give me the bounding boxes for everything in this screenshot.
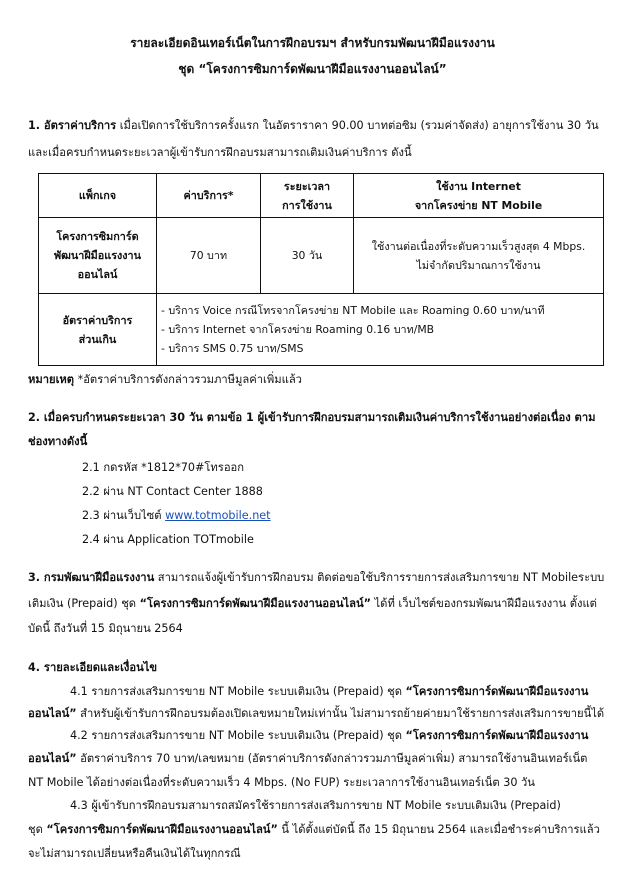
note-text: *อัตราค่าบริการดังกล่าวรวมภาษีมูลค่าเพิ่มแล้ว — [74, 373, 302, 386]
section1-text2: และเมื่อครบกำหนดระยะเวลาผู้เข้ารับการฝึกอบรมสามารถเติมเงินค่าบริการ ดังนี้ — [28, 146, 412, 159]
section3-text1: สามารถแจ้งผู้เข้ารับการฝึกอบรม ติดต่อขอใช้บริการรายการส่งเสริมการขาย NT Mobileระบบ — [154, 571, 605, 584]
topup-method-4: 2.4 ผ่าน Application TOTmobile — [82, 533, 254, 546]
internet-desc-l1: ใช้งานต่อเนื่องที่ระดับความเร็วสูงสุด 4 Mbps. — [371, 239, 586, 253]
col-header-internet-l2: จากโครงข่าย NT Mobile — [414, 198, 543, 212]
col-header-internet — [354, 174, 604, 218]
p42-line2 — [28, 751, 605, 767]
p41-text-a: 4.1 รายการส่งเสริมการขาย NT Mobile ระบบเติมเงิน (Prepaid) ชุด — [70, 685, 406, 698]
p42-text-a: 4.2 รายการส่งเสริมการขาย NT Mobile ระบบเติมเงิน (Prepaid) ชุด — [70, 729, 406, 742]
extra-rate-label-l1: อัตราค่าบริการ — [62, 313, 133, 327]
p43-line1: 4.3 ผู้เข้ารับการฝึกอบรมสามารถสมัครใช้รายการส่งเสริมการขาย NT Mobile ระบบเติมเงิน (Prepaid) — [70, 799, 561, 812]
p41-line1 — [70, 684, 605, 700]
p41-package-name-end: ออนไลน์” — [28, 707, 77, 720]
rate-table-row-extra — [39, 294, 604, 366]
topup-method-3 — [82, 508, 605, 524]
section2-line1: 2. เมื่อครบกำหนดระยะเวลา 30 วัน ตามข้อ 1 ผู้เข้ารับการฝึกอบรมสามารถเติมเงินค่าบริการใช้งานอย่างต่อเนื่อง ตาม — [28, 411, 596, 424]
p41-line2 — [28, 706, 605, 722]
p42-line1 — [70, 728, 605, 744]
p43-text-b: ชุด — [28, 823, 47, 836]
section4-heading: 4. รายละเอียดและเงื่อนไข — [28, 661, 158, 674]
package-name-l3: ออนไลน์ — [77, 268, 118, 281]
section3-text2c: ได้ที่ เว็บไซต์ของกรมพัฒนาฝีมือแรงงาน ตั้งแต่ — [371, 597, 597, 610]
package-price-cell: 70 บาท — [157, 218, 261, 294]
note-label: หมายเหตุ — [28, 373, 75, 386]
topup-method-2: 2.2 ผ่าน NT Contact Center 1888 — [82, 485, 263, 498]
rate-table-row-package — [39, 218, 604, 294]
package-name-cell — [39, 218, 157, 294]
extra-rate-items-cell — [157, 294, 604, 366]
document-subtitle: ชุด “โครงการซิมการ์ดพัฒนาฝีมือแรงงานออนไลน์” — [178, 62, 447, 76]
internet-desc-l2: ไม่จำกัดปริมาณการใช้งาน — [416, 258, 541, 272]
p41-package-name: “โครงการซิมการ์ดพัฒนาฝีมือแรงงาน — [405, 685, 589, 698]
section3-text2a: เติมเงิน (Prepaid) ชุด — [28, 597, 140, 610]
rate-table — [38, 173, 604, 366]
document-title: รายละเอียดอินเทอร์เน็ตในการฝึกอบรมฯ สำหรับกรมพัฒนาฝีมือแรงงาน — [130, 36, 495, 50]
package-duration-cell: 30 วัน — [261, 218, 354, 294]
col-header-package: แพ็กเกจ — [39, 174, 157, 218]
col-header-duration-l2: การใช้งาน — [282, 198, 332, 212]
p42-package-name-end: ออนไลน์” — [28, 752, 77, 765]
section1-heading: 1. อัตราค่าบริการ — [28, 119, 117, 132]
section1-line1 — [28, 118, 605, 134]
section2-line2: ช่องทางดังนี้ — [28, 435, 88, 448]
p41-text-d: สำหรับผู้เข้ารับการฝึกอบรมต้องเปิดเลขหมายใหม่เท่านั้น ไม่สามารถย้ายค่ายมาใช้รายการส่งเสริมการขายนี้ได้ — [76, 707, 605, 720]
package-name-l1: โครงการซิมการ์ด — [56, 230, 139, 243]
col-header-price: ค่าบริการ* — [157, 174, 261, 218]
section1-text1: เมื่อเปิดการใช้บริการครั้งแรก ในอัตราราคา 90.00 บาทต่อซิม (รวมค่าจัดส่ง) อายุการใช้งาน 30 วัน — [116, 119, 599, 132]
col-header-duration — [261, 174, 354, 218]
p43-text-d: นี้ ได้ตั้งแต่บัดนี้ ถึง 15 มิถุนายน 2564 และเมื่อชำระค่าบริการแล้ว — [277, 823, 600, 836]
p43-line2 — [28, 822, 605, 838]
rate-table-header-row — [39, 174, 604, 218]
section3-line3: บัดนี้ ถึงวันที่ 15 มิถุนายน 2564 — [28, 622, 183, 635]
p42-text-d: อัตราค่าบริการ 70 บาท/เลขหมาย (อัตราค่าบริการดังกล่าวรวมภาษีมูลค่าเพิ่ม) สามารถใช้งานอินเทอร์เน็ต — [76, 752, 588, 765]
p42-line3: NT Mobile ได้อย่างต่อเนื่องที่ระดับความเร็ว 4 Mbps. (No FUP) ระยะเวลาการใช้งานอินเทอร์เน็ต 30 วัน — [28, 776, 535, 789]
col-header-internet-l1: ใช้งาน Internet — [436, 179, 521, 193]
section3-package-name: “โครงการซิมการ์ดพัฒนาฝีมือแรงงานออนไลน์” — [139, 597, 371, 610]
extra-rate-item: - บริการ Voice กรณีโทรจากโครงข่าย NT Mobile และ Roaming 0.60 บาท/นาที — [161, 304, 545, 317]
extra-rate-label-cell — [39, 294, 157, 366]
p43-line3: จะไม่สามารถเปลี่ยนหรือคืนเงินได้ในทุกกรณี — [28, 847, 241, 860]
section3-line1 — [28, 570, 605, 586]
p43-package-name: “โครงการซิมการ์ดพัฒนาฝีมือแรงงานออนไลน์” — [46, 823, 278, 836]
package-name-l2: พัฒนาฝีมือแรงงาน — [54, 249, 141, 262]
extra-rate-item: - บริการ Internet จากโครงข่าย Roaming 0.16 บาท/MB — [161, 323, 435, 336]
note-line — [28, 372, 605, 388]
extra-rate-label-l2: ส่วนเกิน — [78, 332, 117, 346]
p42-package-name: “โครงการซิมการ์ดพัฒนาฝีมือแรงงาน — [405, 729, 589, 742]
package-internet-cell — [354, 218, 604, 294]
section3-line2 — [28, 596, 605, 612]
section3-heading: 3. กรมพัฒนาฝีมือแรงงาน — [28, 571, 155, 584]
extra-rate-item: - บริการ SMS 0.75 บาท/SMS — [161, 342, 304, 355]
topup-method-1: 2.1 กดรหัส *1812*70#โทรออก — [82, 461, 245, 474]
totmobile-link[interactable]: www.totmobile.net — [165, 509, 271, 522]
col-header-duration-l1: ระยะเวลา — [283, 179, 331, 193]
topup-method-3-label: 2.3 ผ่านเว็บไซต์ — [82, 509, 166, 522]
